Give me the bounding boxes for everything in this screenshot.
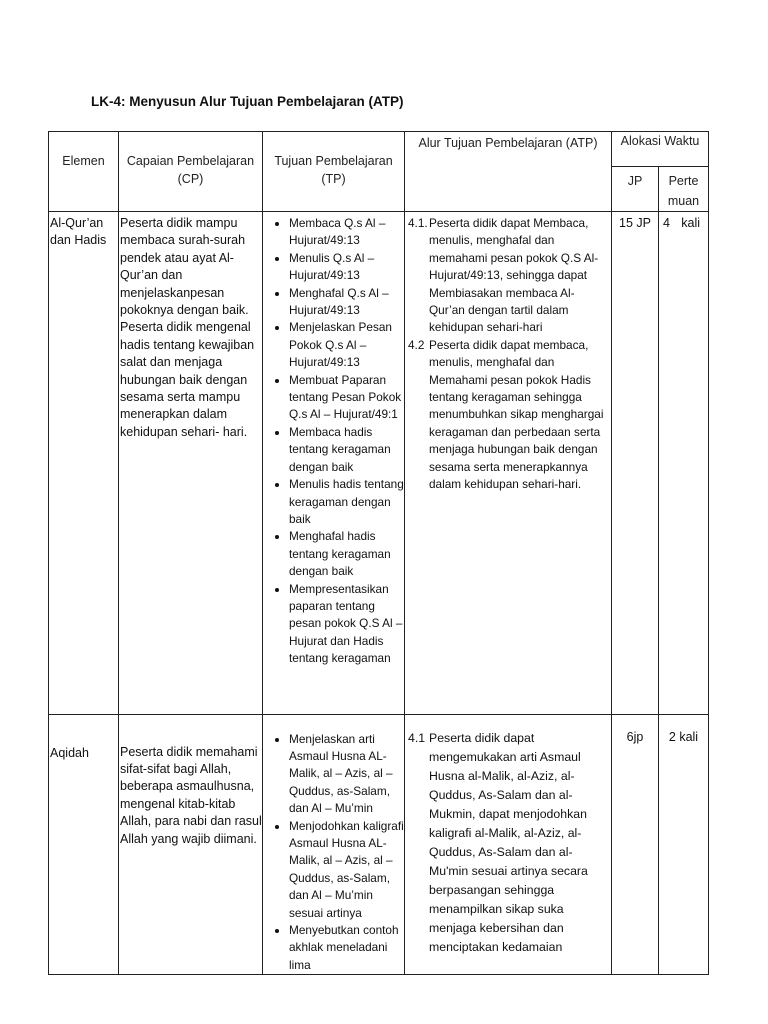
header-elemen: Elemen [49, 132, 119, 212]
pertemuan-number: 4 [663, 216, 670, 230]
cell-jp: 6jp [612, 714, 659, 975]
table-row [49, 212, 709, 715]
cell-jp: 15 JP [612, 212, 659, 715]
list-item: • Mempresentasikan paparan tentang pesan pokok Q.S Al – Hujurat dan Hadis tentang keragaman [289, 581, 404, 668]
list-item: • Menghafal hadis tentang keragaman dengan baik [289, 528, 404, 580]
list-item: • Menjelaskan Pesan Pokok Q.s Al – Hujurat/49:13 [289, 319, 404, 371]
cell-atp [405, 714, 612, 975]
header-tp: Tujuan Pembelajaran (TP) [263, 132, 405, 212]
pertemuan-unit: kali [681, 216, 701, 230]
atp-text: Peserta didik dapat mengemukakan arti Asmaul Husna al-Malik, al-Aziz, al-Quddus, As-Salam dan al-Mukmin, dapat menjodohkan kaligrafi al-Malik, al-Aziz, al-Quddus, As-Salam dan al-Mu'min sesuai artinya secara berpasangan sehingga menampilkan sikap suka menjaga kebersihan dan menciptakan kedamaian [429, 730, 588, 954]
list-item: • Membaca Q.s Al – Hujurat/49:13 [289, 215, 404, 250]
header-atp: Alur Tujuan Pembelajaran (ATP) [405, 132, 612, 212]
table-row [49, 714, 709, 975]
atp-item [408, 729, 609, 957]
cell-tp [263, 212, 405, 715]
atp-item [408, 215, 609, 337]
tp-list [263, 731, 404, 975]
cell-elemen: Al-Qur’an dan Hadis [49, 212, 119, 715]
list-item: • Membaca hadis tentang keragaman dengan baik [289, 424, 404, 476]
list-item: • Menyebutkan contoh akhlak meneladani lima [289, 922, 404, 974]
atp-table [48, 131, 709, 975]
cell-cp: Peserta didik mampu membaca surah-surah pendek atau ayat Al-Qur’an dan menjelaskanpesan pokoknya dengan baik. Peserta didik mengenal hadis tentang kewajiban salat dan menjaga hubungan baik dengan sesama serta mampu menerapkan dalam kehidupan sehari- hari. [119, 212, 263, 715]
cell-tp [263, 714, 405, 975]
list-item: • Menjelaskan arti Asmaul Husna AL- Malik, al – Azis, al – Quddus, as-Salam, dan Al – Mu’min [289, 731, 404, 818]
header-pertemuan: Perte muan [659, 167, 709, 212]
list-item: • Menulis hadis tentang keragaman dengan baik [289, 476, 404, 528]
list-item: • Menulis Q.s Al – Hujurat/49:13 [289, 250, 404, 285]
atp-text: Peserta didik dapat Membaca, menulis, menghafal dan memahami pesan pokok Q.S Al- Hujurat/49:13, sehingga dapat Membiasakan membaca Al-Qur’an dengan tartil dalam kehidupan sehari-hari [429, 216, 599, 335]
atp-text: Peserta didik dapat membaca, menulis, menghafal dan Memahami pesan pokok Hadis tentang keragaman sehingga menumbuhkan sikap menghargai keragaman dan perbedaan serta menjaga hubungan baik dengan sesama serta menerapkannya dalam kehidupan sehari-hari. [429, 337, 604, 492]
cell-cp: Peserta didik memahami sifat-sifat bagi Allah, beberapa asmaulhusna, mengenal kitab-kitab Allah, para nabi dan rasul Allah yang wajib diimani. [119, 714, 263, 975]
cell-elemen: Aqidah [49, 714, 119, 975]
atp-number: 4.1. [408, 216, 428, 230]
header-alokasi: Alokasi Waktu [612, 132, 709, 167]
list-item: • Menjodohkan kaligrafi Asmaul Husna AL- Malik, al – Azis, al – Quddus, as-Salam, dan Al – Mu’min sesuai artinya [289, 818, 404, 922]
header-cp: Capaian Pembelajaran (CP) [119, 132, 263, 212]
page-title: LK-4: Menyusun Alur Tujuan Pembelajaran (ATP) [91, 94, 404, 109]
cell-atp [405, 212, 612, 715]
tp-list [263, 215, 404, 668]
header-row [49, 132, 709, 167]
atp-number: 4.1 [408, 730, 426, 745]
cell-pertemuan: 2 kali [659, 714, 709, 975]
atp-item [408, 337, 609, 494]
header-jp: JP [612, 167, 659, 212]
list-item: • Menghafal Q.s Al – Hujurat/49:13 [289, 285, 404, 320]
cell-pertemuan [659, 212, 709, 715]
list-item: • Membuat Paparan tentang Pesan Pokok Q.s Al – Hujurat/49:1 [289, 372, 404, 424]
atp-number: 4.2 [408, 337, 425, 352]
